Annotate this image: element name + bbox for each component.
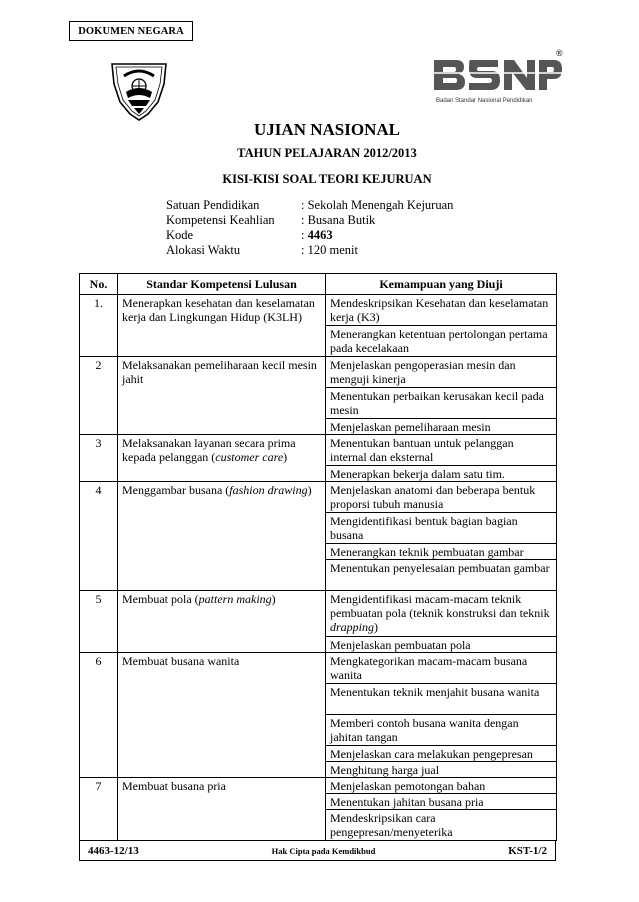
skl-term: customer care	[215, 450, 284, 464]
ability-cell: Mendeskripsikan cara pengepresan/menyeterika	[326, 810, 557, 841]
row-number: 1.	[80, 295, 118, 357]
bsnp-wordmark-icon	[432, 56, 562, 94]
table-row	[80, 591, 557, 637]
meta-row	[166, 213, 453, 228]
skl-text: )	[283, 450, 288, 464]
meta-value: : Sekolah Menengah Kejuruan	[301, 198, 454, 212]
row-number: 5	[80, 591, 118, 653]
ability-cell: Menjelaskan pemeliharaan mesin	[326, 419, 557, 435]
ability-cell: Menjelaskan pemotongan bahan	[326, 778, 557, 794]
row-number: 6	[80, 653, 118, 778]
meta-row	[166, 198, 453, 213]
row-number: 4	[80, 482, 118, 591]
header-kemampuan: Kemampuan yang Diuji	[326, 274, 557, 295]
ability-cell: Menentukan jahitan busana pria	[326, 794, 557, 810]
ability-cell: Menjelaskan cara melakukan pengepresan	[326, 746, 557, 762]
ability-cell: Menentukan penyelesaian pembuatan gambar	[326, 560, 557, 591]
academic-year: TAHUN PELAJARAN 2012/2013	[237, 146, 417, 160]
table-row	[80, 778, 557, 794]
skl-text: )	[307, 483, 312, 497]
ability-text: )	[374, 620, 379, 634]
ability-cell: Menerapkan bekerja dalam satu tim.	[326, 466, 557, 482]
header-skl: Standar Kompetensi Lulusan	[118, 274, 326, 295]
skl-cell: Melaksanakan pemeliharaan kecil mesin jahit	[118, 357, 326, 435]
skl-term: pattern making	[198, 592, 272, 606]
ability-cell: Menentukan perbaikan kerusakan kecil pada mesin	[326, 388, 557, 419]
meta-value-prefix: :	[301, 228, 308, 242]
row-number: 2	[80, 357, 118, 435]
ability-cell: Menentukan bantuan untuk pelanggan internal dan eksternal	[326, 435, 557, 466]
skl-text: Melaksanakan layanan secara prima kepada pelanggan (	[122, 436, 296, 464]
meta-label: Kode	[166, 228, 194, 242]
meta-value: : 120 menit	[301, 243, 358, 257]
page-footer	[79, 841, 556, 861]
skl-cell: Menerapkan kesehatan dan keselamatan kerja dan Lingkungan Hidup (K3LH)	[118, 295, 326, 357]
registered-mark: ®	[556, 48, 563, 58]
ability-cell: Mengkategorikan macam-macam busana wanita	[326, 653, 557, 684]
skl-term: fashion drawing	[229, 483, 308, 497]
meta-row	[166, 243, 453, 258]
ability-cell: Menerangkan teknik pembuatan gambar	[326, 544, 557, 560]
ability-cell: Menjelaskan pembuatan pola	[326, 637, 557, 653]
skl-cell	[118, 435, 326, 482]
bsnp-logo	[432, 48, 563, 106]
skl-cell	[118, 591, 326, 653]
skl-text: )	[271, 592, 276, 606]
table-header-row	[80, 274, 557, 295]
meta-value	[301, 228, 333, 243]
ability-cell: Menjelaskan anatomi dan beberapa bentuk proporsi tubuh manusia	[326, 482, 557, 513]
ability-cell: Menentukan teknik menjahit busana wanita	[326, 684, 557, 715]
meta-label: Alokasi Waktu	[166, 243, 241, 257]
table-row	[80, 482, 557, 513]
ability-cell: Mendeskripsikan Kesehatan dan keselamatan kerja (K3)	[326, 295, 557, 326]
bsnp-subtitle: Badan Standar Nasional Pendidikan	[436, 98, 533, 104]
ability-term: drapping	[330, 620, 375, 634]
skl-text: Membuat pola (	[122, 592, 199, 606]
skl-cell: Membuat busana wanita	[118, 653, 326, 778]
ability-cell: Menerangkan ketentuan pertolongan pertama pada kecelakaan	[326, 326, 557, 357]
header-no: No.	[80, 274, 118, 295]
ability-cell: Mengidentifikasi bentuk bagian bagian busana	[326, 513, 557, 544]
copyright-note: Hak Cipta pada Kemdikbud	[271, 845, 376, 856]
document-subtitle: KISI-KISI SOAL TEORI KEJURUAN	[222, 172, 432, 186]
table-row	[80, 357, 557, 388]
meta-row	[166, 228, 453, 243]
ability-cell	[326, 591, 557, 637]
ability-text: Mengidentifikasi macam-macam teknik pembuatan pola (teknik konstruksi dan teknik	[330, 592, 550, 620]
competency-table	[79, 273, 557, 841]
exam-metadata	[166, 198, 453, 258]
meta-value: : Busana Butik	[301, 213, 376, 227]
skl-text: Menggambar busana (	[122, 483, 230, 497]
row-number: 3	[80, 435, 118, 482]
row-number: 7	[80, 778, 118, 841]
meta-label: Satuan Pendidikan	[166, 198, 260, 212]
exam-title: UJIAN NASIONAL	[254, 120, 400, 139]
meta-label: Kompetensi Keahlian	[166, 213, 275, 227]
tut-wuri-handayani-logo	[104, 54, 174, 122]
document-code: 4463-12/13	[88, 844, 139, 857]
ability-cell: Menghitung harga jual	[326, 762, 557, 778]
skl-cell	[118, 482, 326, 591]
ability-cell: Memberi contoh busana wanita dengan jahitan tangan	[326, 715, 557, 746]
table-row	[80, 653, 557, 684]
table-row	[80, 295, 557, 326]
table-row	[80, 435, 557, 466]
ability-cell: Menjelaskan pengoperasian mesin dan menguji kinerja	[326, 357, 557, 388]
skl-cell: Membuat busana pria	[118, 778, 326, 841]
document-stamp: DOKUMEN NEGARA	[69, 21, 193, 41]
exam-code: 4463	[307, 228, 333, 242]
page-number: KST-1/2	[508, 844, 547, 857]
